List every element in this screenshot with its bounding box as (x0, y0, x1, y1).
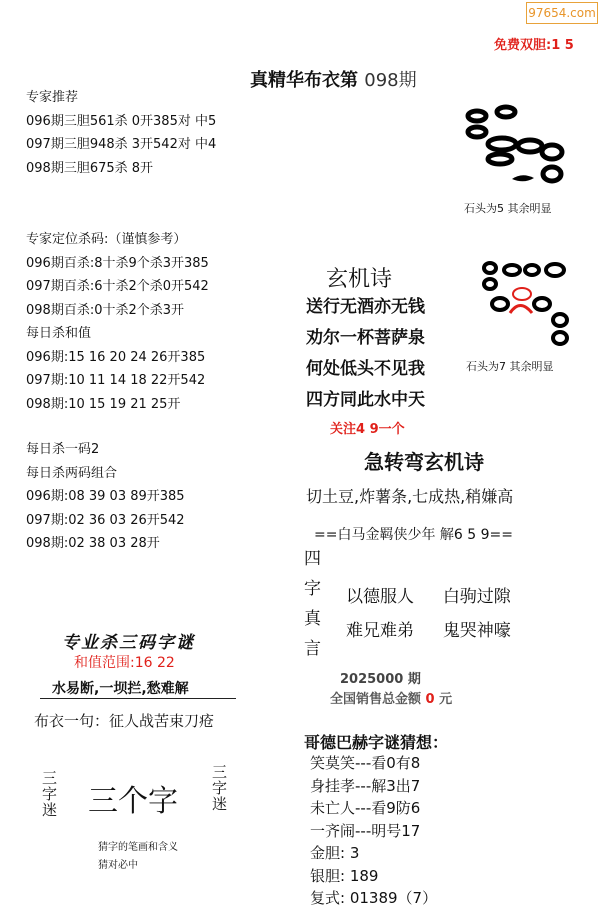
page-title (250, 66, 417, 92)
riddle-right-vertical (212, 764, 227, 812)
position-kill-section (26, 228, 209, 416)
expert-recommend-section (26, 86, 216, 180)
riddle-char: 三 (42, 769, 58, 787)
idiom: 以德服人 (346, 587, 414, 607)
sales-label: 全国销售总金额 (330, 692, 422, 707)
daily-kill-section (26, 438, 185, 556)
daily-kill-line: 097期:02 36 03 26开542 (26, 512, 185, 528)
daily-sum-line: 098期:10 15 19 21 25开 (26, 396, 181, 412)
riddle-char: 迷 (212, 795, 228, 813)
poem-body (306, 292, 425, 416)
idiom: 白驹过隙 (442, 587, 511, 607)
silver-dan: 银胆: 189 (310, 866, 379, 885)
riddle-hint-1: 猜字的笔画和含义 (98, 842, 178, 853)
daily-sum-header: 每日杀和值 (26, 326, 92, 341)
expert-recommend-line: 096期三胆561杀 0开385对 中5 (26, 113, 217, 129)
fushi: 复式: 01389（7） (310, 889, 438, 907)
turn-poem-line: 切土豆,炸薯条,七成热,稍嫌高 (306, 487, 514, 506)
poem-line: 何处低头不见我 (306, 359, 425, 379)
four-words-char: 言 (304, 639, 321, 659)
free-double-text: 免费双胆:1 5 (494, 38, 574, 53)
goldbach-body (310, 752, 437, 910)
poem-line: 四方同此水中天 (306, 390, 425, 410)
idiom: 鬼哭神嚎 (442, 621, 511, 641)
follow-text: 关注4 9一个 (330, 422, 405, 437)
position-kill-header: 专家定位杀码:（谨慎参考） (26, 232, 187, 247)
daily-kill-line: 096期:08 39 03 89开385 (26, 489, 185, 504)
title-name: 真精华布衣第 (250, 70, 358, 91)
four-words-vertical (304, 544, 321, 664)
buyi-line: 布衣一句：征人战苦束刀疮 (34, 712, 215, 730)
idiom: 难兄难弟 (346, 621, 414, 641)
site-url: 97654.com (528, 6, 596, 20)
riddle-title: 专业杀三码字谜 (62, 633, 195, 653)
position-kill-line: 098期百杀:0十杀2个杀3开 (26, 302, 185, 318)
site-badge[interactable] (526, 2, 598, 24)
sales-issue: 2025000 期 (340, 672, 421, 687)
goldbach-title: 哥德巴赫字谜猜想： (304, 733, 449, 752)
four-words-char: 真 (304, 609, 321, 629)
riddle-left-vertical (42, 770, 57, 818)
riddle-range: 和值范围:16 22 (74, 655, 175, 671)
stone-riddle-image-1 (462, 104, 577, 194)
four-words-char: 四 (304, 549, 321, 569)
riddle-center: 三个字 (88, 784, 178, 819)
stone-riddle-image-2 (480, 258, 572, 353)
gold-dan: 金胆: 3 (310, 844, 360, 862)
poem-title: 玄机诗 (326, 267, 393, 292)
goldbach-line: 未亡人---看9防6 (310, 799, 421, 817)
daily-sum-line: 096期:15 16 20 24 26开385 (26, 349, 206, 365)
riddle-divider (40, 698, 236, 699)
daily-kill-header: 每日杀两码组合 (26, 465, 118, 481)
title-issue: 098期 (364, 70, 417, 91)
turn-poem-title: 急转弯玄机诗 (364, 450, 484, 474)
stone-caption-1: 石头为5 其余明显 (464, 202, 552, 215)
expert-recommend-line: 097期三胆948杀 3开542对 中4 (26, 137, 217, 152)
riddle-char: 字 (212, 779, 228, 797)
riddle-char: 三 (212, 763, 228, 781)
four-words-row-1 (346, 582, 511, 607)
riddle-char: 迷 (42, 801, 58, 819)
riddle-char: 字 (42, 785, 58, 803)
position-kill-line: 097期百杀:6十杀2个杀0开542 (26, 279, 209, 294)
expert-recommend-line: 098期三胆675杀 8开 (26, 160, 154, 176)
position-kill-line: 096期百杀:8十杀9个杀3开385 (26, 255, 209, 271)
daily-kill-one: 每日杀一码2 (26, 442, 100, 457)
white-horse-text: ==白马金羁侠少年 解6 5 9== (314, 527, 513, 543)
daily-sum-line: 097期:10 11 14 18 22开542 (26, 373, 206, 388)
sales-amount: 0 (425, 692, 435, 707)
riddle-line: 水易断,一坝拦,愁难解 (52, 681, 189, 697)
riddle-hint-2: 猜对必中 (98, 860, 138, 871)
stone-caption-2: 石头为7 其余明显 (466, 360, 554, 373)
sales-total (330, 688, 452, 707)
goldbach-line: 一齐闹---明号17 (310, 821, 421, 840)
four-words-row-2 (346, 616, 511, 641)
goldbach-line: 笑莫笑---看0有8 (310, 754, 421, 772)
sales-unit: 元 (439, 692, 453, 707)
poem-line: 劝尔一杯菩萨泉 (306, 328, 425, 348)
expert-recommend-header: 专家推荐 (26, 90, 79, 105)
goldbach-line: 身挂孝---解3出7 (310, 776, 421, 795)
poem-line: 送行无酒亦无钱 (306, 297, 425, 317)
four-words-char: 字 (304, 579, 321, 599)
daily-kill-line: 098期:02 38 03 28开 (26, 536, 160, 551)
